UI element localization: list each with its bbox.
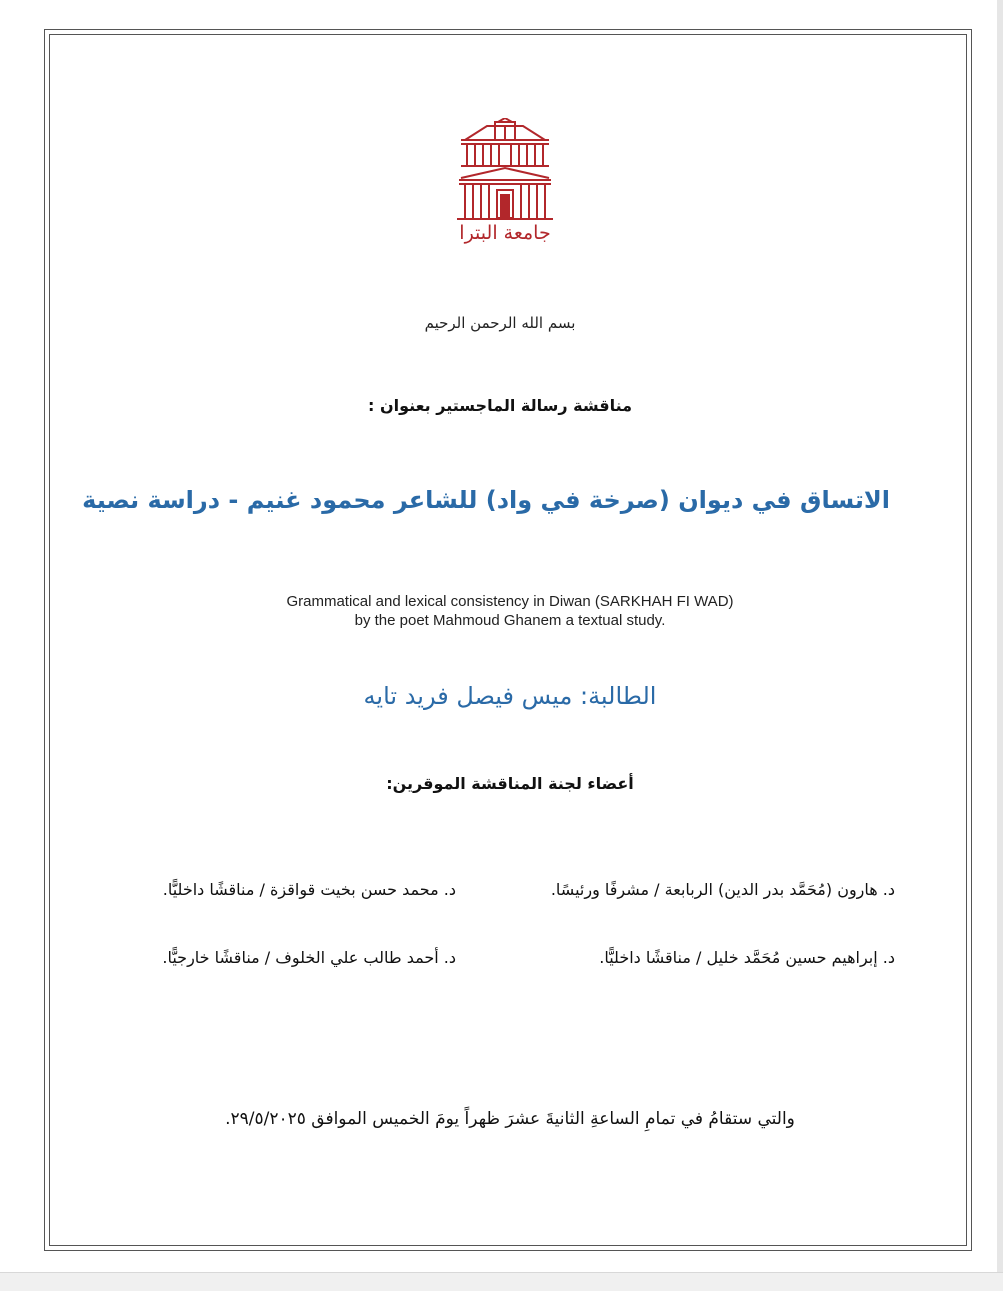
committee-member: د. أحمد طالب علي الخلوف / مناقشًا خارجيًّا. <box>162 948 456 967</box>
thesis-title-english-line1: Grammatical and lexical consistency in Diwan (SARKHAH FI WAD) <box>286 593 734 610</box>
university-logo <box>455 118 555 250</box>
committee-heading: أعضاء لجنة المناقشة الموقرين: <box>386 774 634 793</box>
page-edge-bottom <box>0 1272 1003 1291</box>
thesis-title-english-line2: by the poet Mahmoud Ghanem a textual study. <box>354 612 666 629</box>
student-name: الطالبة: ميس فيصل فريد تايه <box>363 682 657 710</box>
university-name: جامعة البترا <box>459 222 551 244</box>
committee-member: د. محمد حسن بخيت قواقزة / مناقشًا داخليًّا. <box>162 880 456 899</box>
thesis-title-arabic: الاتساق في ديوان (صرخة في واد) للشاعر محمود غنيم - دراسة نصية <box>82 486 890 514</box>
committee-member: د. إبراهيم حسين مُحَمَّد خليل / مناقشًا داخليًّا. <box>599 948 895 967</box>
committee-member: د. هارون (مُحَمَّد بدر الدين) الربابعة / مشرفًا ورئيسًا. <box>550 880 895 899</box>
page-edge-right <box>997 0 1003 1291</box>
thesis-defense-heading: مناقشة رسالة الماجستير بعنوان : <box>367 396 633 415</box>
basmala: بسم الله الرحمن الرحيم <box>424 314 576 332</box>
thesis-title-english <box>200 592 820 630</box>
petra-treasury-icon <box>455 118 555 222</box>
defense-schedule: والتي ستقامُ في تمامِ الساعةِ الثانيةَ عشرَ ظهراً يومَ الخميس الموافق ٢٩/٥/٢٠٢٥. <box>225 1109 795 1129</box>
